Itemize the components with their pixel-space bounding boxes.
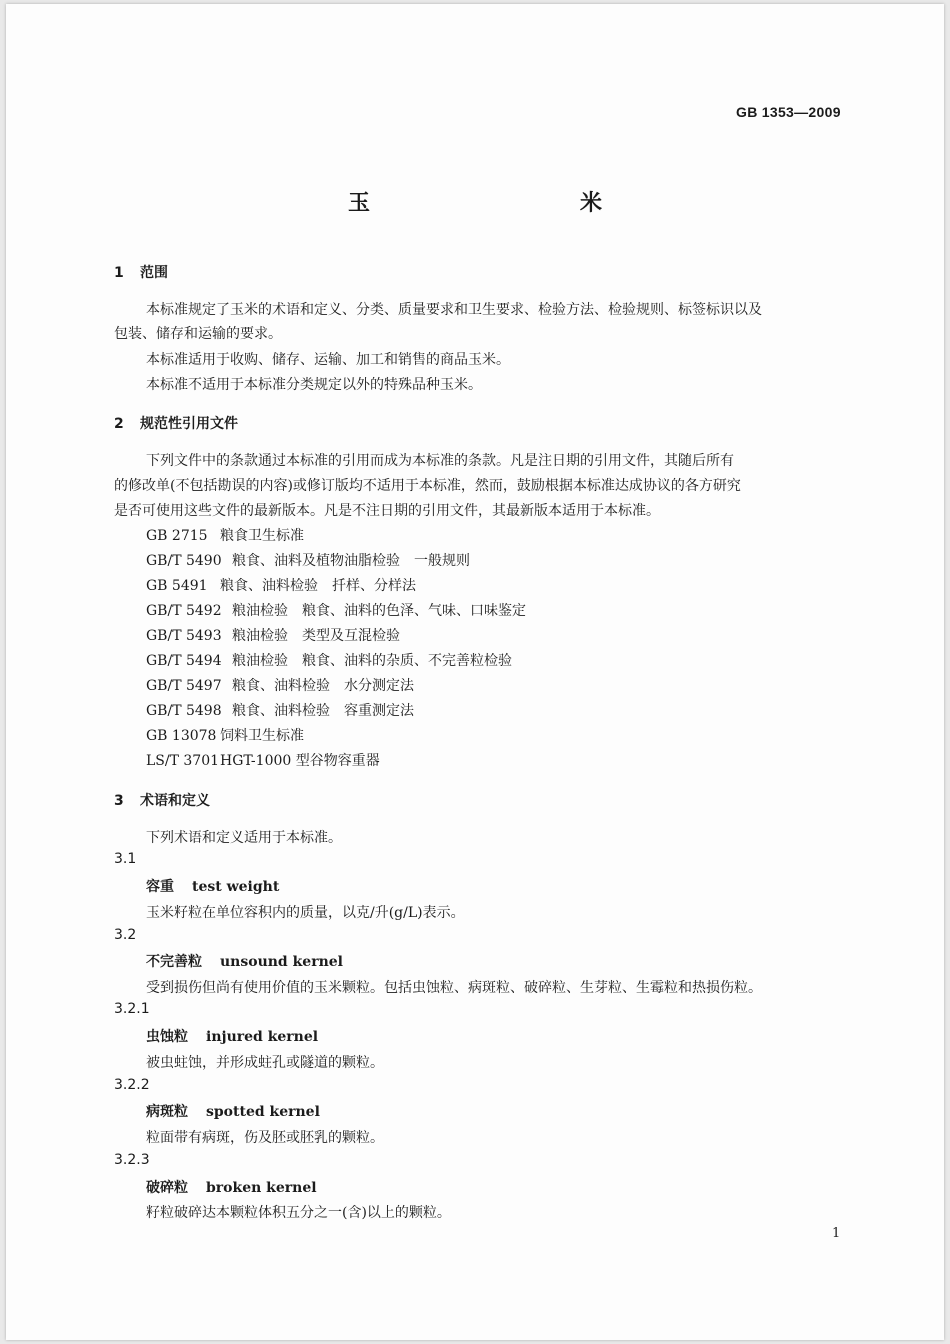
section-title: 规范性引用文件 (140, 416, 238, 432)
reference-code: GB 2715 (146, 528, 208, 544)
term-definition: 籽粒破碎达本颗粒体积五分之一(含)以上的颗粒。 (146, 1205, 451, 1221)
reference-item (146, 675, 414, 695)
term (146, 1026, 318, 1046)
reference-item (146, 700, 414, 720)
section-number: 2 (114, 416, 124, 432)
reference-code: GB/T 5498 (146, 703, 222, 719)
references-intro-line-3: 是否可使用这些文件的最新版本。凡是不注日期的引用文件，其最新版本适用于本标准。 (114, 503, 660, 519)
reference-title: 粮食、油料检验 水分测定法 (232, 678, 414, 694)
reference-code: GB 5491 (146, 578, 208, 594)
section-3-heading (114, 790, 210, 810)
reference-item (146, 650, 512, 670)
section-2-heading (114, 413, 238, 433)
terms-intro: 下列术语和定义适用于本标准。 (146, 830, 342, 846)
reference-code: GB/T 5493 (146, 628, 222, 644)
reference-title: 粮油检验 粮食、油料的色泽、气味、口味鉴定 (232, 603, 526, 619)
scope-paragraph-1-line-2: 包装、储存和运输的要求。 (114, 326, 282, 342)
standard-number: GB 1353—2009 (736, 104, 841, 120)
term-english: test weight (192, 879, 280, 895)
reference-item (146, 550, 470, 570)
scope-paragraph-3: 本标准不适用于本标准分类规定以外的特殊品种玉米。 (146, 377, 482, 393)
term (146, 1101, 320, 1121)
term-english: injured kernel (206, 1029, 319, 1045)
reference-title: 粮食、油料及植物油脂检验 一般规则 (232, 553, 470, 569)
term-chinese: 病斑粒 (146, 1104, 188, 1120)
term-definition: 受到损伤但尚有使用价值的玉米颗粒。包括虫蚀粒、病斑粒、破碎粒、生芽粒、生霉粒和热损伤粒。 (146, 980, 762, 996)
reference-code: GB 13078 (146, 728, 217, 744)
reference-item (146, 525, 304, 545)
scope-paragraph-1-line-1: 本标准规定了玉米的术语和定义、分类、质量要求和卫生要求、检验方法、检验规则、标签标识以及 (146, 302, 762, 318)
reference-code: GB/T 5497 (146, 678, 222, 694)
section-1-heading (114, 262, 168, 282)
reference-title: 粮油检验 粮食、油料的杂质、不完善粒检验 (232, 653, 512, 669)
term-chinese: 虫蚀粒 (146, 1029, 188, 1045)
reference-code: GB/T 5494 (146, 653, 222, 669)
reference-title: 饲料卫生标准 (220, 728, 304, 744)
term-definition: 被虫蛀蚀，并形成蛀孔或隧道的颗粒。 (146, 1055, 384, 1071)
term-english: broken kernel (206, 1180, 317, 1196)
term-chinese: 不完善粒 (146, 954, 202, 970)
reference-title: HGT-1000 型谷物容重器 (220, 753, 380, 769)
clause-number: 3.2 (114, 927, 137, 943)
section-number: 1 (114, 265, 124, 281)
term (146, 876, 279, 896)
reference-code: GB/T 5490 (146, 553, 222, 569)
section-number: 3 (114, 793, 124, 809)
references-intro-line-1: 下列文件中的条款通过本标准的引用而成为本标准的条款。凡是注日期的引用文件，其随后所有 (146, 453, 734, 469)
term (146, 951, 343, 971)
reference-item (146, 750, 380, 770)
reference-title: 粮食、油料检验 扦样、分样法 (220, 578, 416, 594)
term-english: unsound kernel (220, 954, 343, 970)
term-definition: 粒面带有病斑，伤及胚或胚乳的颗粒。 (146, 1130, 384, 1146)
clause-number: 3.2.2 (114, 1077, 150, 1093)
term-chinese: 破碎粒 (146, 1180, 188, 1196)
clause-number: 3.2.3 (114, 1152, 150, 1168)
reference-title: 粮食卫生标准 (220, 528, 304, 544)
reference-title: 粮食、油料检验 容重测定法 (232, 703, 414, 719)
reference-item (146, 625, 400, 645)
document-page (6, 4, 944, 1340)
clause-number: 3.2.1 (114, 1001, 150, 1017)
reference-item (146, 600, 526, 620)
term-chinese: 容重 (146, 879, 174, 895)
reference-item (146, 575, 416, 595)
references-intro-line-2: 的修改单(不包括勘误的内容)或修订版均不适用于本标准，然而，鼓励根据本标准达成协议的各方研究 (114, 478, 741, 494)
section-title: 范围 (140, 265, 168, 281)
document-title: 玉 米 (347, 191, 696, 216)
reference-title: 粮油检验 类型及互混检验 (232, 628, 400, 644)
page-number: 1 (832, 1226, 841, 1241)
reference-item (146, 725, 304, 745)
reference-code: GB/T 5492 (146, 603, 222, 619)
term (146, 1177, 317, 1197)
clause-number: 3.1 (114, 851, 137, 867)
section-title: 术语和定义 (140, 793, 210, 809)
scope-paragraph-2: 本标准适用于收购、储存、运输、加工和销售的商品玉米。 (146, 352, 510, 368)
reference-code: LS/T 3701 (146, 753, 220, 769)
term-english: spotted kernel (206, 1104, 320, 1120)
term-definition: 玉米籽粒在单位容积内的质量，以克/升(g/L)表示。 (146, 905, 465, 921)
